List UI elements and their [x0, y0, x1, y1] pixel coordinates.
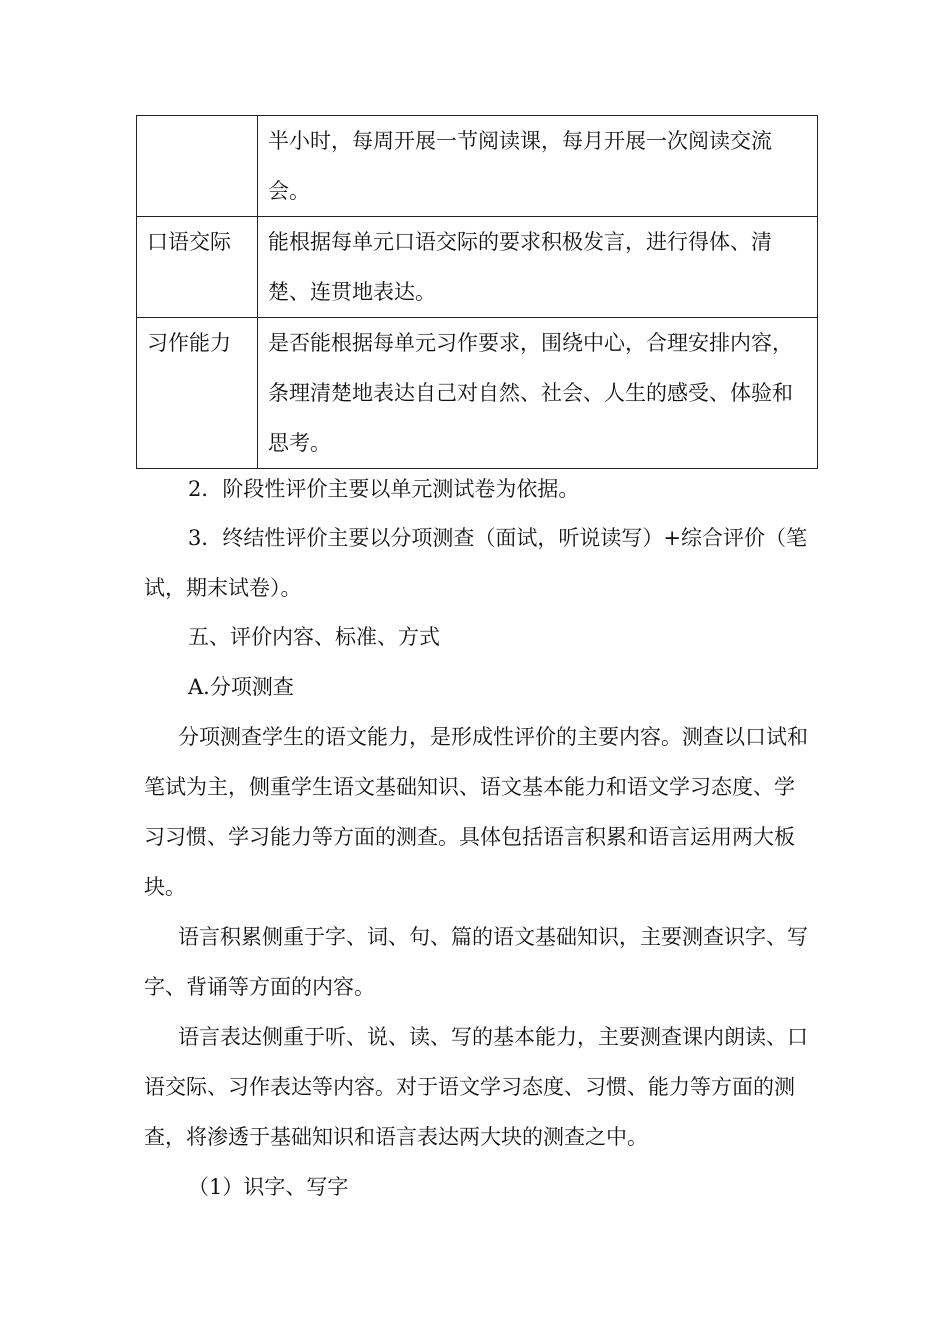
list-item-1: （1）识字、写字 — [188, 1175, 349, 1199]
table-cell-text: 半小时，每周开展一节阅读课，每月开展一次阅读交流会。 — [268, 129, 772, 203]
table-cell-label — [137, 116, 258, 217]
table-cell-content — [258, 217, 818, 318]
section-heading-a: A.分项测查 — [188, 675, 294, 699]
paragraph-final-evaluation: 3．终结性评价主要以分项测查（面试，听说读写）+综合评价（笔试，期末试卷）。 — [144, 526, 807, 600]
paragraph-stage-evaluation: 2．阶段性评价主要以单元测试卷为依据。 — [188, 477, 580, 501]
table-cell-content — [258, 116, 818, 217]
table-row — [137, 217, 818, 318]
table-cell-label: 口语交际 — [137, 217, 258, 318]
table-row — [137, 116, 818, 217]
paragraph-body-3: 语言表达侧重于听、说、读、写的基本能力，主要测查课内朗读、口语交际、习作表达等内容。对于语文学习态度、习惯、能力等方面的测查，将渗透于基础知识和语言表达两大块的测查之中。 — [144, 1025, 808, 1149]
table-cell-content — [258, 318, 818, 469]
table-cell-label: 习作能力 — [137, 318, 258, 469]
paragraph-body-2: 语言积累侧重于字、词、句、篇的语文基础知识，主要测查识字、写字、背诵等方面的内容。 — [144, 925, 808, 999]
table-cell-text: 能根据每单元口语交际的要求积极发言，进行得体、清楚、连贯地表达。 — [268, 230, 772, 304]
section-heading-5: 五、评价内容、标准、方式 — [188, 625, 440, 649]
table-row — [137, 318, 818, 469]
table-cell-text: 是否能根据每单元习作要求，围绕中心，合理安排内容，条理清楚地表达自己对自然、社会、人生的感受、体验和思考。 — [268, 331, 793, 455]
paragraph-body-1: 分项测查学生的语文能力，是形成性评价的主要内容。测查以口试和笔试为主，侧重学生语文基础知识、语文基本能力和语文学习态度、学习习惯、学习能力等方面的测查。具体包括语言积累和语言运用两大板块。 — [144, 725, 808, 899]
evaluation-table — [136, 115, 818, 469]
